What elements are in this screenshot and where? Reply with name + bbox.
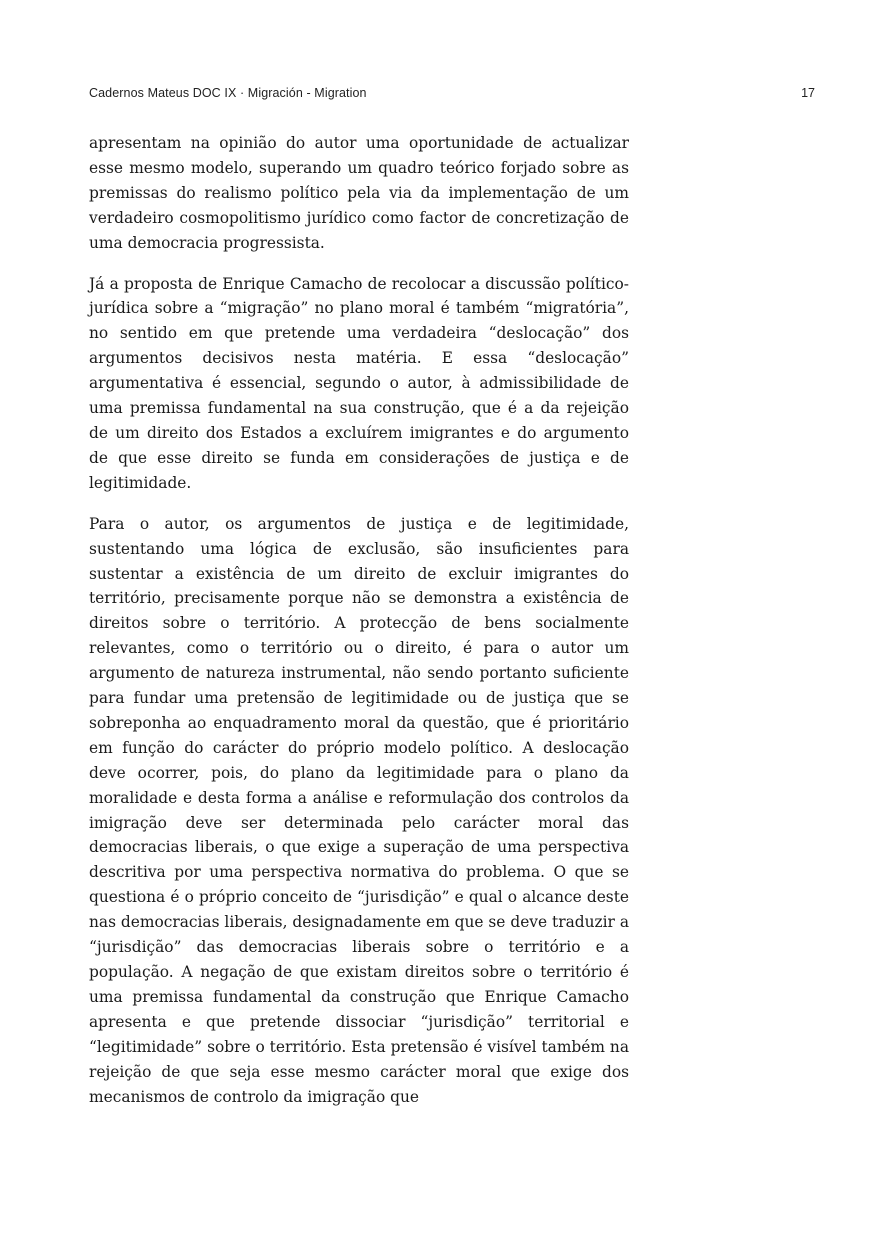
paragraph: Para o autor, os argumentos de justiça e de legitimidade, sustentando uma lógica de exclusão, são insuficientes para sustentar a existência de um direito de excluir imigrantes do território, precisamente porque não se demonstra a existência de direitos sobre o território. A protecção de bens socialmente relevantes, como o território ou o direito, é para o autor um argumento de natureza instrumental, não sendo portanto suficiente para fundar uma pretensão de legitimidade ou de justiça que se sobreponha ao enquadramento moral da questão, que é prioritário em função do carácter do próprio modelo político. A deslocação deve ocorrer, pois, do plano da legitimidade para o plano da moralidade e desta forma a análise e reformulação dos controlos da imigração deve ser determinada pelo carácter moral das democracias liberais, o que exige a superação de uma perspectiva descritiva por uma perspectiva normativa do problema. O que se questiona é o próprio conceito de “jurisdição” e qual o alcance deste nas democracias liberais, designadamente em que se deve traduzir a “jurisdição” das democracias liberais sobre o território e a população. A negação de que existam direitos sobre o território é uma premissa fundamental da construção que Enrique Camacho apresenta e que pretende dissociar “jurisdição” territorial e “legitimidade” sobre o território. Esta pretensão é visível também na rejeição de que seja esse mesmo carácter moral que exige dos mecanismos de controlo da imigração que [89, 514, 629, 1106]
running-header [89, 86, 815, 106]
paragraph: apresentam na opinião do autor uma oportunidade de actualizar esse mesmo modelo, superando um quadro teórico forjado sobre as premissas do realismo político pela via da implementação de um verdadeiro cosmopolitismo jurídico como factor de concretização de uma democracia progressista. [89, 134, 629, 252]
page-number: 17 [801, 86, 815, 100]
body-text [89, 131, 629, 1125]
paragraph: Já a proposta de Enrique Camacho de recolocar a discussão político-jurídica sobre a “migração” no plano moral é também “migratória”, no sentido em que pretende uma verdadeira “deslocação” dos argumentos decisivos nesta matéria. E essa “deslocação” argumentativa é essencial, segundo o autor, à admissibilidade de uma premissa fundamental na sua construção, que é a da rejeição de um direito dos Estados a excluírem imigrantes e do argumento de que esse direito se funda em considerações de justiça e de legitimidade. [89, 274, 629, 492]
running-title: Cadernos Mateus DOC IX · Migración - Migration [89, 86, 367, 100]
